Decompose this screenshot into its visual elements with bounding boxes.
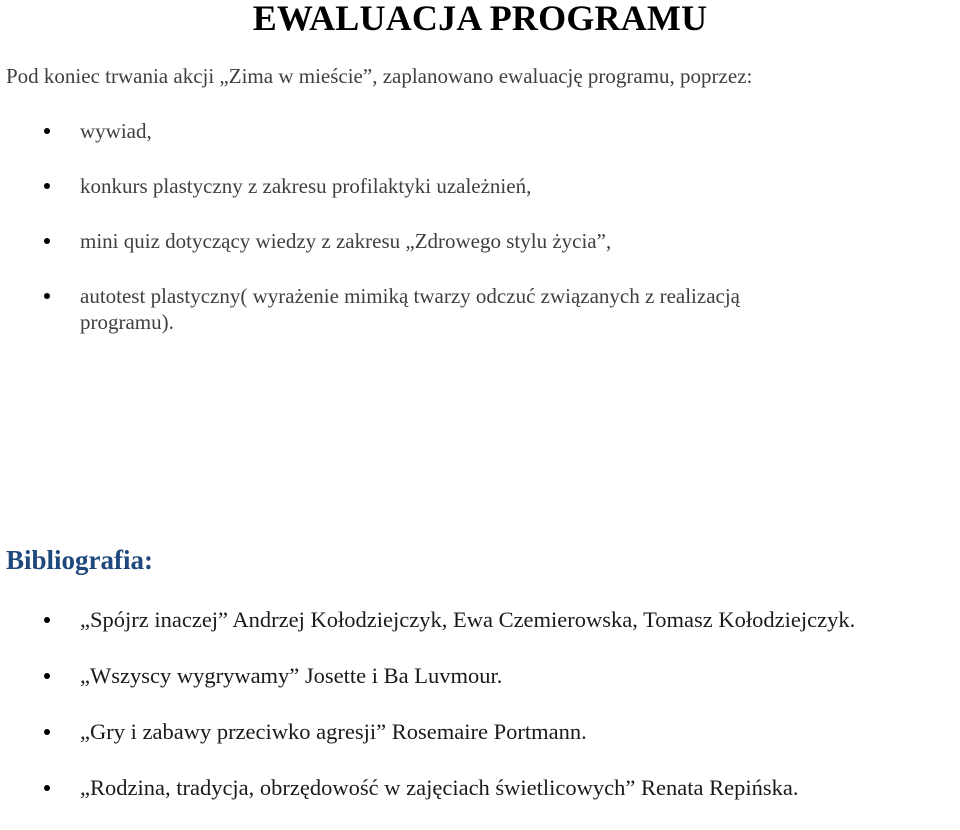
bullet-icon xyxy=(44,293,50,299)
list-item xyxy=(0,228,740,254)
bibliography-item-text: „Spójrz inaczej” Andrzej Kołodziejczyk, Ewa Czemierowska, Tomasz Kołodziejczyk. xyxy=(80,607,856,632)
bibliography-item-text: „Gry i zabawy przeciwko agresji” Rosemaire Portmann. xyxy=(80,719,587,744)
intro-paragraph: Pod koniec trwania akcji „Zima w mieście”, zaplanowano ewaluację programu, poprzez: xyxy=(6,64,753,88)
bullet-icon xyxy=(44,729,50,735)
list-item-text: konkurs plastyczny z zakresu profilaktyki uzależnień, xyxy=(80,174,532,198)
bullet-icon xyxy=(44,238,50,244)
bibliography-list xyxy=(0,606,855,830)
list-item-text: mini quiz dotyczący wiedzy z zakresu „Zdrowego stylu życia”, xyxy=(80,229,612,253)
bullet-icon xyxy=(44,785,50,791)
list-item-text: autotest plastyczny( wyrażenie mimiką twarzy odczuć związanych z realizacją programu). xyxy=(80,284,740,334)
bibliography-heading: Bibliografia: xyxy=(6,545,153,575)
bullet-icon xyxy=(44,183,50,189)
list-item-text: wywiad, xyxy=(80,119,152,143)
bullet-icon xyxy=(44,673,50,679)
bibliography-item xyxy=(0,774,855,802)
evaluation-list xyxy=(0,118,740,364)
bibliography-item xyxy=(0,718,855,746)
document-title: EWALUACJA PROGRAMU xyxy=(252,0,708,38)
bullet-icon xyxy=(44,128,50,134)
bullet-icon xyxy=(44,617,50,623)
bibliography-item-text: „Wszyscy wygrywamy” Josette i Ba Luvmour. xyxy=(80,663,503,688)
list-item xyxy=(0,283,740,335)
list-item xyxy=(0,173,740,199)
bibliography-item xyxy=(0,662,855,690)
bibliography-item xyxy=(0,606,855,634)
bibliography-item-text: „Rodzina, tradycja, obrzędowość w zajęciach świetlicowych” Renata Repińska. xyxy=(80,775,799,800)
list-item xyxy=(0,118,740,144)
